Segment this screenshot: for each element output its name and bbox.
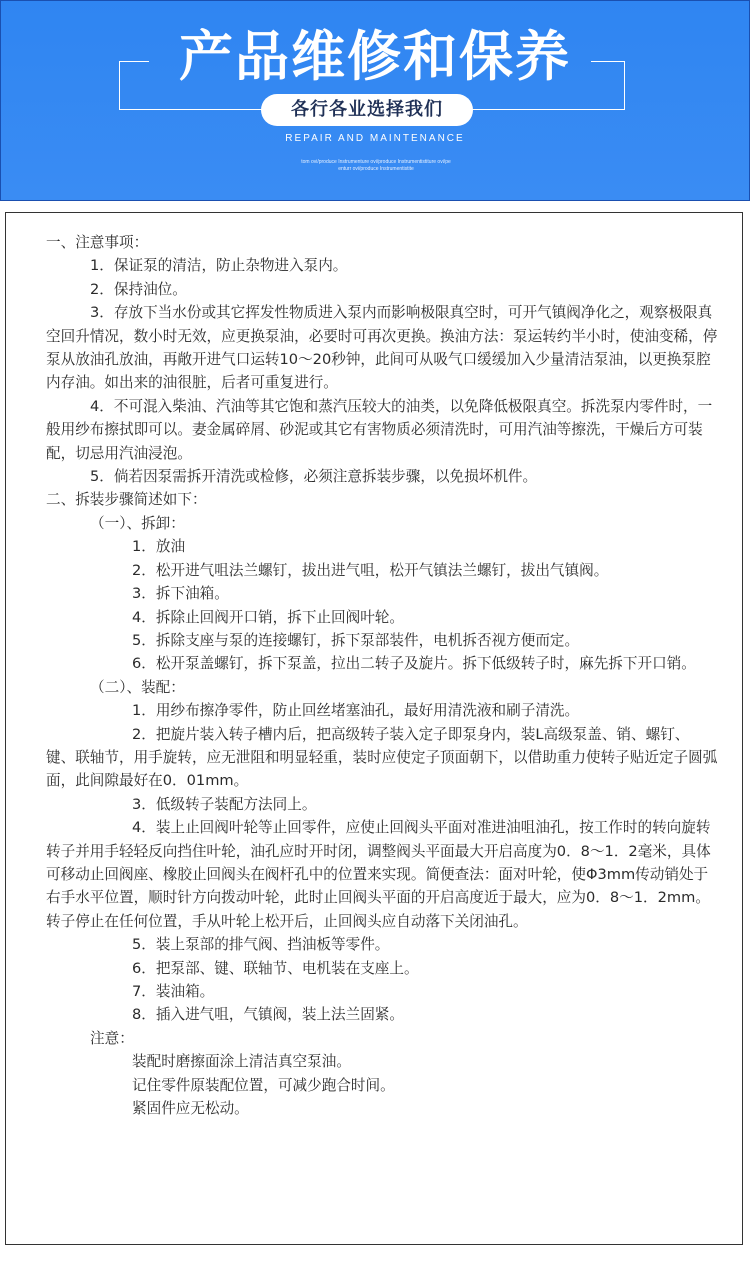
banner-title: 产品维修和保养 — [179, 25, 571, 88]
banner-fine-print-line1: tom ovi/produce Instrumenture ovi/produce Instrumentistiture ovi/pe — [301, 159, 451, 165]
section1-heading: 一、注意事项： — [46, 234, 149, 251]
sub1-heading: （一）、拆卸： — [90, 514, 185, 532]
sub2-item: 3．低级转子装配方法同上。 — [132, 795, 317, 813]
sub2-item: 5．装上泵部的排气阀、挡油板等零件。 — [132, 936, 390, 954]
sub1-item: 6．松开泵盖螺钉，拆下泵盖，拉出二转子及旋片。拆下低级转子时，麻先拆下开口销。 — [132, 655, 696, 673]
document-body — [46, 231, 718, 1120]
s1-item: 4．不可混入柴油、汽油等其它饱和蒸汽压较大的油类，以免降低极限真空。拆洗泵内零件时，一般用纱布擦拭即可以。妻金属碎屑、砂泥或其它有害物质必须清洗时，可用汽油等擦洗，干燥后方可装配，切忌用汽油浸泡。 — [46, 397, 713, 462]
sub1-item: 1．放油 — [132, 538, 186, 556]
s1-item: 2．保持油位。 — [90, 280, 187, 298]
sub2-item: 1．用纱布擦净零件，防止回丝堵塞油孔，最好用清洗液和刷子清洗。 — [132, 702, 580, 720]
sub1-item: 3．拆下油箱。 — [132, 585, 229, 603]
header-banner — [0, 0, 750, 201]
banner-fine-print-line2: enturr ovi/produce Instrumentistite — [338, 166, 414, 172]
s1-item: 3．存放下当水份或其它挥发性物质进入泵内而影响极限真空时，可开气镇阀净化之，观察极限真空回升情况，数小时无效，应更换泵油，必要时可再次更换。换油方法：泵运转约半小时，使油变稀，停泵从放油孔放油，再敞开进气口运转10～20秒钟，此间可从吸气口缓缓加入少量清洁泵油，以更换泵腔内存油。如出来的油很脏，后者可重复进行。 — [46, 304, 718, 392]
sub1-item: 4．拆除止回阀开口销，拆下止回阀叶轮。 — [132, 608, 404, 626]
note-heading: 注意： — [90, 1029, 134, 1047]
note-item: 记住零件原装配位置，可减少跑合时间。 — [132, 1076, 395, 1094]
banner-subtitle-pill: 各行各业选择我们 — [261, 94, 473, 126]
s1-item: 1．保证泵的清洁，防止杂物进入泵内。 — [90, 257, 348, 275]
sub2-item: 4．装上止回阀叶轮等止回零件，应使止回阀头平面对准进油咀油孔，按工作时的转向旋转转子并用手轻轻反向挡住叶轮，油孔应时开时闭，调整阀头平面最大开启高度为0．8～1．2毫米，具体可移动止回阀座、橡胶止回阀头在阀杆孔中的位置来实现。简便查法：面对叶轮，使Φ3mm传动销处于右手水平位置，顺时针方向拨动叶轮，此时止回阀头平面的开启高度近于最大，应为0．8～1．2mm。转子停止在任何位置，手从叶轮上松开后，止回阀头应自动落下关闭油孔。 — [46, 819, 711, 930]
sub2-item: 6．把泵部、键、联轴节、电机装在支座上。 — [132, 959, 419, 977]
sub2-item: 7．装油箱。 — [132, 983, 215, 1000]
sub1-item: 2．松开进气咀法兰螺钉，拔出进气咀，松开气镇法兰螺钉，拔出气镇阀。 — [132, 561, 609, 579]
document-panel — [5, 212, 743, 1245]
note-item: 紧固件应无松动。 — [132, 1100, 249, 1118]
sub1-item: 5．拆除支座与泵的连接螺钉，拆下泵部装件，电机拆否视方便而定。 — [132, 631, 580, 649]
banner-english-caption: REPAIR AND MAINTENANCE — [285, 133, 465, 144]
note-item: 装配时磨擦面涂上清洁真空泵油。 — [132, 1053, 351, 1071]
s1-item: 5．倘若因泵需拆开清洗或检修，必须注意拆装步骤，以免损坏机件。 — [90, 468, 538, 486]
sub2-item: 8．插入进气咀，气镇阀，装上法兰固紧。 — [132, 1006, 404, 1024]
section2-heading: 二、拆装步骤简述如下： — [46, 491, 207, 509]
sub2-item: 2．把旋片装入转子槽内后，把高级转子装入定子即泵身内，装L高级泵盖、销、螺钉、键、联轴节，用手旋转，应无泄阻和明显轻重，装时应使定子顶面朝下，以借助重力使转子贴近定子圆弧面，此间隙最好在0．01mm。 — [46, 725, 718, 790]
sub2-heading: （二）、装配： — [90, 678, 185, 696]
banner-fine-print — [251, 159, 501, 173]
